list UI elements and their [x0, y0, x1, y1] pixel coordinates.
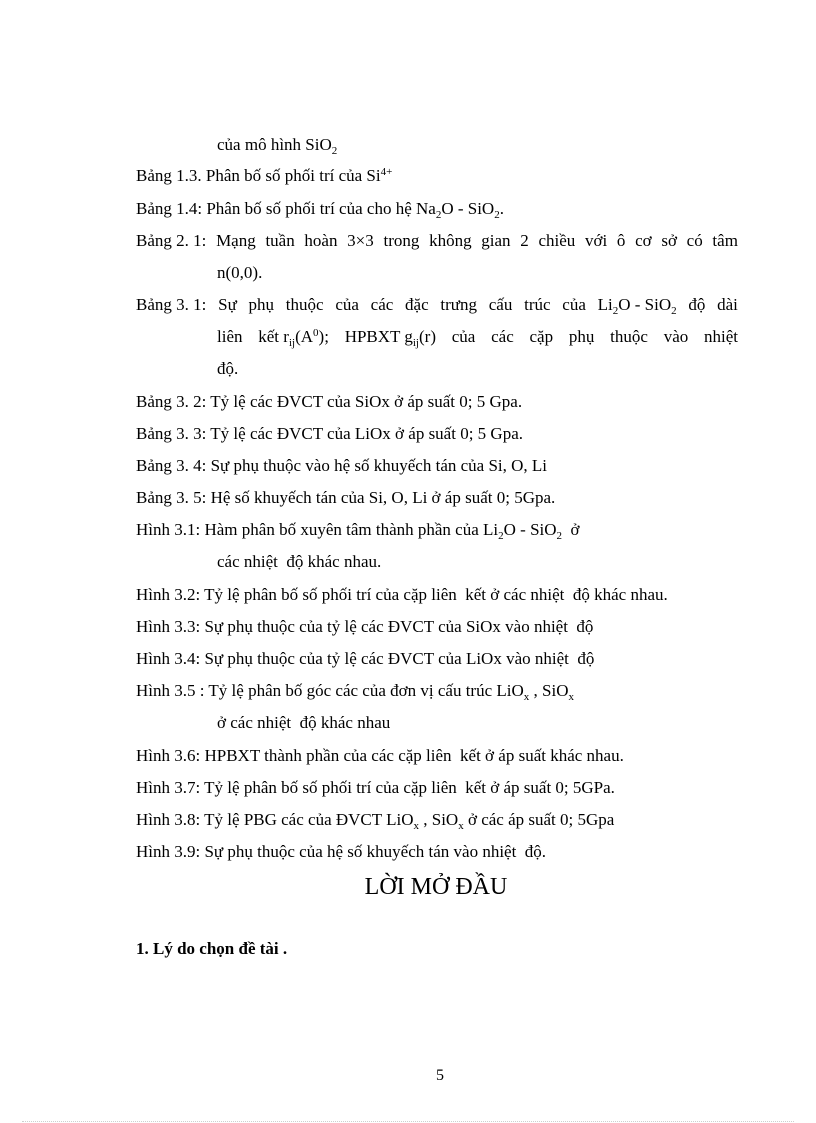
figure-list-entry: Hình 3.6: HPBXT thành phần của các cặp liên kết ở áp suất khác nhau.	[136, 746, 624, 765]
figure-list-entry: Hình 3.3: Sự phụ thuộc của tỷ lệ các ĐVCT của SiOx vào nhiệt độ	[136, 617, 594, 636]
list-continuation: các nhiệt độ khác nhau.	[217, 552, 382, 571]
figure-list-entry: Hình 3.4: Sự phụ thuộc của tỷ lệ các ĐVCT của LiOx vào nhiệt độ	[136, 649, 595, 668]
table-list-entry: Bảng 2. 1: Mạng tuần hoàn 3×3 trong không gian 2 chiều với ô cơ sở có tâm	[136, 231, 738, 250]
figure-list-entry: Hình 3.7: Tỷ lệ phân bố số phối trí của cặp liên kết ở áp suất 0; 5GPa.	[136, 778, 615, 797]
list-continuation: liên kết $r_{ij}(A^0)$; HPBXT $g_{ij}(r)$ của các cặp phụ thuộc vào nhiệt	[217, 327, 738, 349]
table-list-entry: Bảng 3. 4: Sự phụ thuộc vào hệ số khuyếch tán của Si, O, Li	[136, 456, 548, 475]
table-list-entry: Bảng 3. 1: Sự phụ thuộc của các đặc trưng cấu trúc của $Li_2O - SiO_2$ độ dài	[136, 295, 738, 317]
table-list-entry: Bảng 3. 3: Tỷ lệ các ĐVCT của LiOx ở áp suất 0; 5 Gpa.	[136, 424, 523, 443]
figure-list-entry: Hình 3.1: Hàm phân bố xuyên tâm thành phần của $Li_2O - SiO_2$ ở	[136, 520, 580, 542]
page-number: 5	[436, 1067, 444, 1084]
table-list-entry: Bảng 1.4: Phân bố số phối trí của cho hệ $Na_2O - SiO_2$.	[136, 199, 504, 221]
section-heading: 1. Lý do chọn đề tài .	[136, 939, 288, 958]
table-list-entry: Bảng 1.3. Phân bố số phối trí của $Si^{4+}$	[136, 166, 393, 185]
list-continuation: ở các nhiệt độ khác nhau	[217, 713, 391, 732]
figure-list-entry: Hình 3.5 : Tỷ lệ phân bố góc các của đơn vị cấu trúc LiO$_x$ , SiO$_x$	[136, 681, 574, 703]
list-continuation: độ.	[217, 359, 239, 378]
figure-list-entry: Hình 3.2: Tỷ lệ phân bố số phối trí của cặp liên kết ở các nhiệt độ khác nhau.	[136, 585, 668, 604]
figure-list-entry: Hình 3.9: Sự phụ thuộc của hệ số khuyếch tán vào nhiệt độ.	[136, 842, 547, 861]
list-continuation: của mô hình SiO$_2$	[217, 135, 338, 157]
table-list-entry: Bảng 3. 5: Hệ số khuyếch tán của Si, O, Li ở áp suất 0; 5Gpa.	[136, 488, 556, 507]
list-continuation: n(0,0).	[217, 263, 263, 282]
page-bottom-rule	[22, 1121, 794, 1122]
chapter-heading: LỜI MỞ ĐẦU	[364, 874, 508, 900]
table-list-entry: Bảng 3. 2: Tỷ lệ các ĐVCT của SiOx ở áp suất 0; 5 Gpa.	[136, 392, 523, 411]
figure-list-entry: Hình 3.8: Tỷ lệ PBG các của ĐVCT LiO$_x$ , SiO$_x$ ở các áp suất 0; 5Gpa	[136, 810, 615, 832]
